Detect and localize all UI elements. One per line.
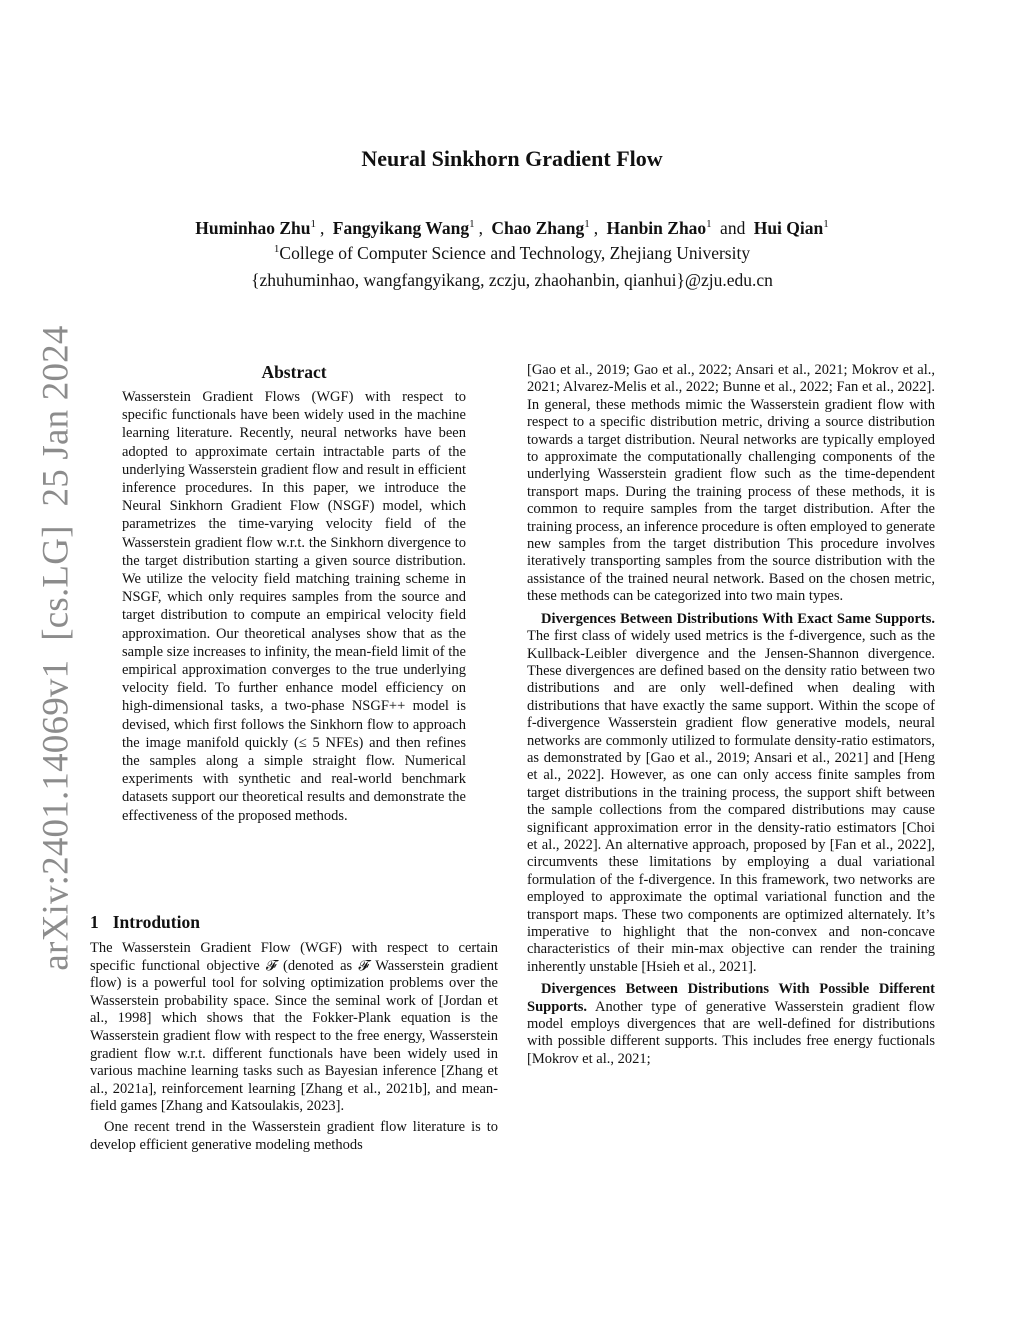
abstract-heading: Abstract xyxy=(261,362,327,382)
author-name: Fangyikang Wang xyxy=(332,217,470,238)
section-number: 1 xyxy=(90,912,99,932)
run-in-heading: Divergences Between Distributions With Exact Same Supports. xyxy=(541,610,935,627)
continuation-paragraph: [Gao et al., 2019; Gao et al., 2022; Ansari et al., 2021; Mokrov et al., 2021; Alvarez-Melis et al., 2022; Bunne et al., 2022; Fan et al., 2022]. In general, these methods mimic the Wasserstein gradient flow with respect to a specific distribution metric, driving a source distribution towards a target distribution. Neural networks are typically employed to approximate the computationally challenging components of the underlying Wasserstein gradient flow such as the time-dependent transport maps. During the training process of these methods, it is common to require samples from the target distribution. After the training process, an inference procedure is often employed to generate new samples from the target distribution This procedure involves iteratively transporting samples from the source distribution with the assistance of the trained neural network. Based on the chosen metric, these methods can be categorized into two main types. xyxy=(527,362,935,605)
exact-support-paragraph xyxy=(527,611,935,977)
author-list: Huminhao Zhu$^1$ , Fangyikang Wang$^1$ , Chao Zhang$^1$ , Hanbin Zhao$^1$ and Hui Qian$^1$ xyxy=(195,217,829,238)
paper-title: Neural Sinkhorn Gradient Flow xyxy=(361,146,663,171)
arxiv-stamp xyxy=(35,325,78,970)
run-in-heading: Divergences Between Distributions With Possible Different Supports. xyxy=(527,981,935,1015)
arxiv-date: 25 Jan 2024 xyxy=(35,325,77,507)
section-title: Introdution xyxy=(112,912,200,932)
intro-paragraph: One recent trend in the Wasserstein gradient flow literature is to develop efficient generative modeling methods xyxy=(90,1118,498,1153)
section-heading-introduction xyxy=(90,912,500,933)
author-emails: {zhuhuminhao, wangfangyikang, zczju, zhaohanbin, qianhui}@zju.edu.cn xyxy=(251,270,773,290)
paragraph-text: The first class of widely used metrics is the f-divergence, such as the Kullback-Leibler divergence and the Jensen-Shannon divergence. These divergences are defined based on the density ratio between two distributions and are only well-defined when dealing with distributions that have exactly the same support. Within the scope of f-divergence Wasserstein gradient flow generative models, neural networks are commonly utilized to formulate density-ratio estimators, as demonstrated by [Gao et al., 2019; Ansari et al., 2021] and [Heng et al., 2022]. However, as one can only access finite samples from target distributions in the training process, the support shift between the sample collections from the compared distributions may cause significant approximation error in the density-ratio estimators [Choi et al., 2022]. An alternative approach, proposed by [Fan et al., 2022], circumvents these limitations by employing a dual variational formulation of the f-divergence. In this framework, two networks are employed to approximate the optimal variational function and the transport maps. These two components are optimized alternately. It’s imperative to highlight that the non-convex and non-concave characteristics of their min-max objective can render the training inherently unstable [Hsieh et al., 2021]. xyxy=(527,628,935,975)
author-affil-mark: 1 xyxy=(584,218,590,230)
introduction-body xyxy=(90,940,498,1154)
intro-paragraph: The Wasserstein Gradient Flow (WGF) with respect to certain specific functional objective 𝓕 (denoted as 𝓕 Wasserstein gradient flow) is a powerful tool for solving optimization problems over the Wasserstein probability space. Since the seminal work of [Jordan et al., 1998] which shows that the Fokker-Plank equation is the Wasserstein gradient flow with respect to the free energy, Wasserstein gradient flow w.r.t. different functionals have been widely used in various machine learning tasks such as Bayesian inference [Zhang et al., 2021a], reinforcement learning [Zhang et al., 2021b], and mean-field games [Zhang and Katsoulakis, 2023]. xyxy=(90,940,498,1115)
author-affil-mark: 1 xyxy=(469,218,475,230)
affiliation-text: College of Computer Science and Technology, Zhejiang University xyxy=(279,243,751,263)
abstract-text: Wasserstein Gradient Flows (WGF) with respect to specific functionals have been widely used in the machine learning literature. Recently, neural networks have been adopted to approximate certain intractable parts of the underlying Wasserstein gradient flow and result in efficient inference procedures. In this paper, we introduce the Neural Sinkhorn Gradient Flow (NSGF) model, which parametrizes the time-varying velocity field of the Wasserstein gradient flow w.r.t. the Sinkhorn divergence to the target distribution starting a given source distribution. We utilize the velocity field matching training scheme in NSGF, which only requires samples from the source and target distribution to compute an empirical velocity field approximation. Our theoretical analyses show that as the sample size increases to infinity, the mean-field limit of the empirical approximation converges to the true underlying velocity field. To further enhance model efficiency on high-dimensional tasks, a two-phase NSGF++ model is devised, which first follows the Sinkhorn flow to approach the image manifold quickly (≤ 5 NFEs) and then refines the samples along a simple straight flow. Numerical experiments with synthetic and real-world benchmark datasets support our theoretical results and demonstrate the effectiveness of the proposed methods. xyxy=(122,389,466,824)
affiliation xyxy=(0,243,1024,264)
author-conjunction: and xyxy=(720,217,746,238)
author-name: Hui Qian xyxy=(753,217,824,238)
author-affil-mark: 1 xyxy=(310,218,316,230)
author-affil-mark: 1 xyxy=(706,218,712,230)
paragraph-text: Another type of generative Wasserstein gradient flow model employs divergences that are well-defined for distributions with possible different supports. This includes free energy fuctionals [Mokrov et al., 2021; xyxy=(527,998,935,1067)
author-affil-mark: 1 xyxy=(823,218,829,230)
author-name: Chao Zhang xyxy=(491,217,585,238)
arxiv-category: [cs.LG] xyxy=(35,525,77,641)
arxiv-id: arXiv:2401.14069v1 xyxy=(35,659,77,971)
affiliation-mark: 1 xyxy=(273,243,280,256)
author-name: Huminhao Zhu xyxy=(195,217,311,238)
right-column xyxy=(527,362,935,1068)
author-name: Hanbin Zhao xyxy=(606,217,707,238)
possible-support-paragraph xyxy=(527,981,935,1068)
